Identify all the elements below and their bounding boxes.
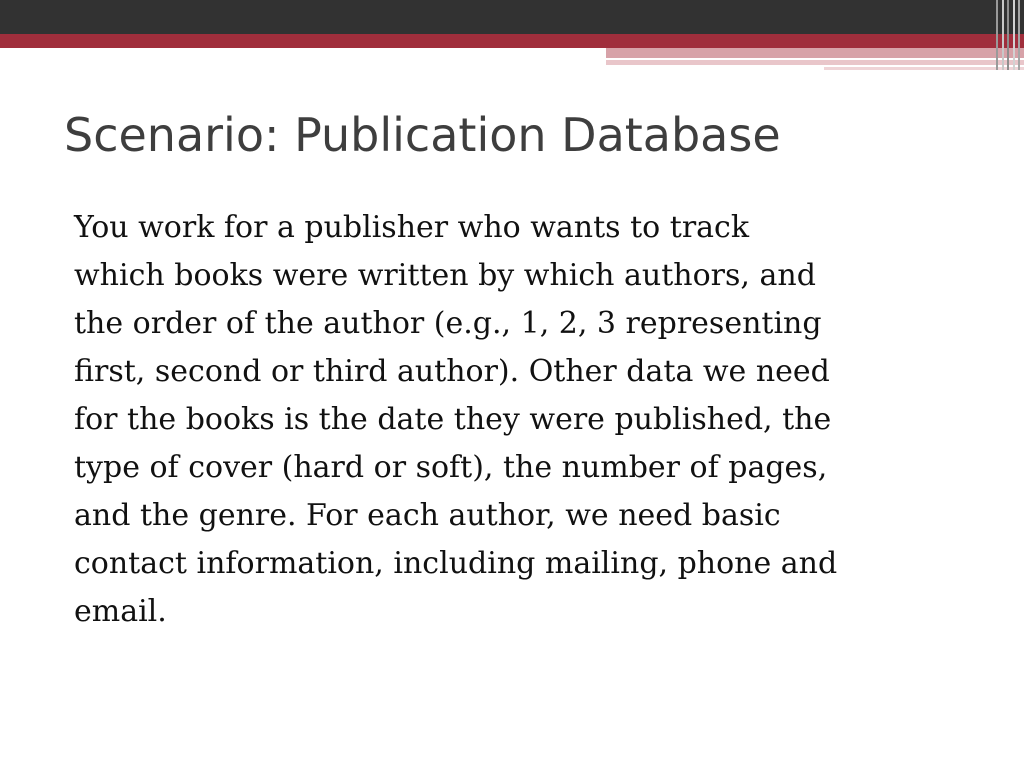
body-line: first, second or third author). Other data we need [74,354,830,389]
edge-stripe [1018,0,1020,70]
edge-stripe [996,0,998,70]
body-line: email. [74,594,167,629]
header-dark-band [0,0,1024,34]
edge-stripe [1007,0,1009,70]
slide-body-text [74,204,984,636]
body-line: You work for a publisher who wants to track [74,210,750,245]
edge-stripe [1013,0,1015,70]
edge-stripes-decoration [994,0,1024,70]
header-accent-band [606,48,1024,58]
body-line: which books were written by which authors, and [74,258,816,293]
body-line: for the books is the date they were published, the [74,402,832,437]
body-line: the order of the author (e.g., 1, 2, 3 representing [74,306,822,341]
body-line: type of cover (hard or soft), the number of pages, [74,450,828,485]
slide-title: Scenario: Publication Database [64,108,781,162]
body-line: contact information, including mailing, phone and [74,546,838,581]
body-line: and the genre. For each author, we need basic [74,498,781,533]
header-red-band [0,34,1024,48]
header-accent-thin-band [606,60,1024,65]
edge-stripe [1002,0,1004,70]
